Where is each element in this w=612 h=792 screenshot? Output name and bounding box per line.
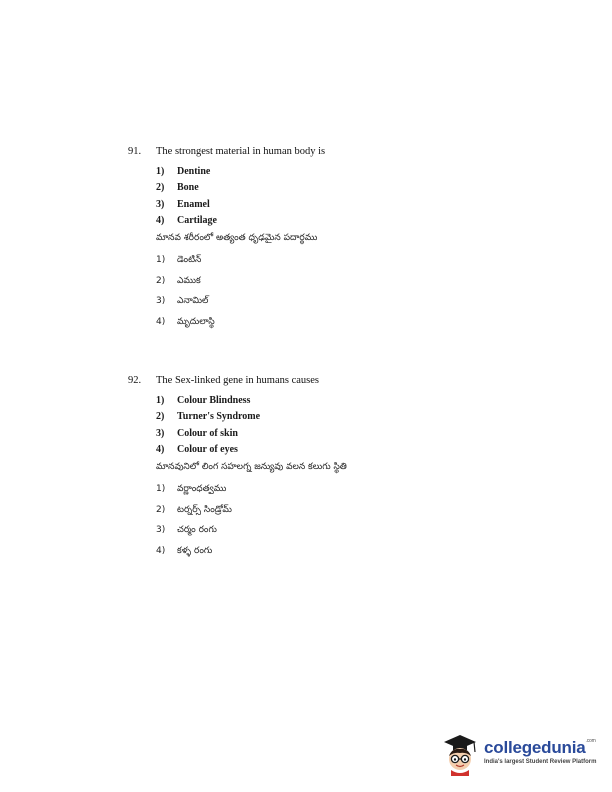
- option-number: 4): [156, 545, 166, 556]
- logo-wordmark: [484, 738, 596, 758]
- telugu-options: [128, 484, 568, 566]
- telugu-option-1: [156, 255, 568, 276]
- option-number: 2): [156, 275, 166, 286]
- option-2: [156, 411, 568, 427]
- telugu-option-3: [156, 525, 568, 546]
- option-text: వర్ణాంధత్వము: [177, 484, 227, 495]
- question-text: The Sex-linked gene in humans causes: [156, 375, 319, 386]
- option-3: [156, 199, 568, 215]
- option-4: [156, 215, 568, 231]
- option-text: ఎముక: [177, 275, 201, 286]
- logo-name-text: collegedunia: [484, 738, 586, 757]
- question-91: [128, 146, 568, 337]
- logo-suffix: .com: [585, 738, 596, 744]
- option-text: టర్నర్స్ సిండ్రోమ్: [177, 504, 232, 515]
- option-text: Colour of skin: [177, 427, 238, 439]
- option-2: [156, 182, 568, 198]
- telugu-options: [128, 255, 568, 337]
- mascot-icon: [440, 732, 480, 776]
- option-text: డెంటిన్: [177, 255, 202, 266]
- option-text: చర్మం రంగు: [177, 525, 217, 536]
- telugu-question-text: మానవునిలో లింగ సహలగ్న జన్యువు వలన కలుగు స్థితి: [156, 462, 347, 473]
- question-text: The strongest material in human body is: [156, 146, 326, 157]
- option-text: Enamel: [177, 198, 210, 210]
- option-number: 1): [156, 166, 165, 177]
- question-header: [128, 375, 568, 389]
- option-number: 4): [156, 316, 166, 327]
- option-number: 3): [156, 296, 166, 307]
- telugu-option-4: [156, 546, 568, 567]
- option-1: [156, 166, 568, 182]
- option-number: 1): [156, 255, 166, 266]
- option-number: 3): [156, 525, 166, 536]
- telugu-option-4: [156, 317, 568, 338]
- english-options: [128, 395, 568, 460]
- option-text: ఎనామిల్: [177, 296, 209, 307]
- question-number: 92.: [128, 375, 142, 386]
- telugu-option-1: [156, 484, 568, 505]
- option-text: మృదులాస్థి: [177, 316, 215, 327]
- option-text: కళ్ళ రంగు: [177, 545, 213, 556]
- option-number: 2): [156, 504, 166, 515]
- telugu-option-2: [156, 505, 568, 526]
- option-text: Colour of eyes: [177, 443, 238, 455]
- telugu-option-3: [156, 296, 568, 317]
- option-1: [156, 395, 568, 411]
- option-3: [156, 428, 568, 444]
- option-number: 1): [156, 395, 165, 406]
- option-number: 4): [156, 214, 165, 226]
- option-number: 2): [156, 411, 165, 423]
- option-text: Turner's Syndrome: [177, 411, 261, 423]
- option-number: 2): [156, 182, 165, 194]
- option-text: Colour Blindness: [177, 395, 251, 406]
- telugu-question-text: మానవ శరీరంలో అత్యంత ధృఢమైన పదార్థము: [156, 233, 318, 244]
- option-number: 3): [156, 427, 165, 439]
- logo-tagline: India's largest Student Review Platform: [484, 759, 597, 765]
- question-number: 91.: [128, 146, 142, 157]
- option-text: Dentine: [177, 166, 211, 177]
- collegedunia-logo[interactable]: [440, 732, 600, 776]
- option-text: Bone: [177, 182, 199, 194]
- option-number: 3): [156, 198, 165, 210]
- option-4: [156, 444, 568, 460]
- telugu-option-2: [156, 276, 568, 297]
- option-number: 1): [156, 484, 166, 495]
- english-options: [128, 166, 568, 231]
- question-92: [128, 375, 568, 566]
- option-text: Cartilage: [177, 214, 217, 226]
- option-number: 4): [156, 443, 165, 455]
- question-header: [128, 146, 568, 160]
